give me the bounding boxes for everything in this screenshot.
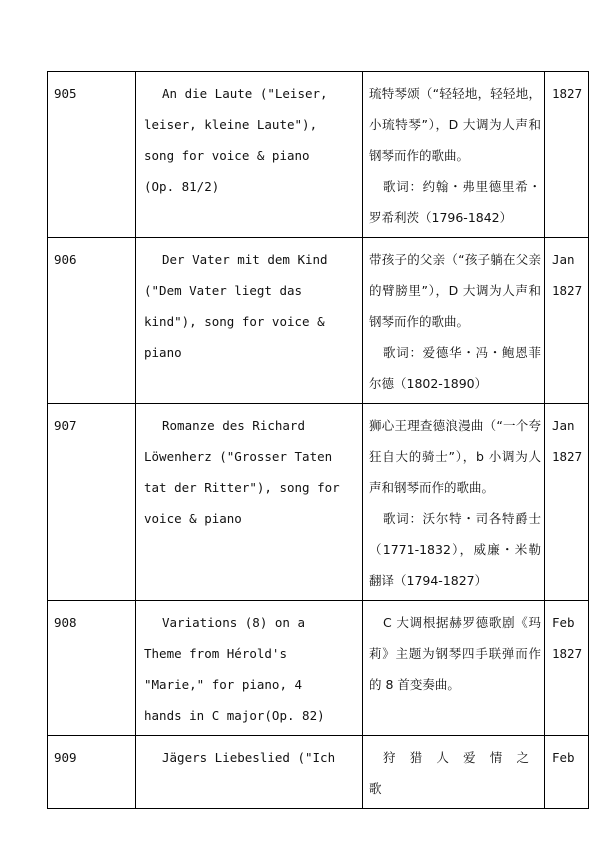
- table-row: [48, 404, 589, 601]
- english-line: tat der Ritter"), song for: [144, 480, 340, 495]
- english-line: "Marie," for piano, 4: [144, 677, 303, 692]
- english-line: An die Laute ("Leiser,: [162, 86, 328, 101]
- chinese-paragraph: 琉特琴颂（“轻轻地，轻轻地，小琉特琴”），D 大调为人声和钢琴而作的歌曲。: [369, 86, 541, 163]
- composition-date: [545, 72, 589, 238]
- chinese-paragraph: 歌词：沃尔特・司各特爵士（1771-1832），威廉・米勒翻译（1794-1827）: [369, 511, 541, 588]
- english-title: [136, 404, 363, 601]
- chinese-description: [363, 404, 545, 601]
- table-row: [48, 736, 589, 809]
- date-line: Feb: [552, 615, 575, 630]
- english-line: Jägers Liebeslied ("Ich: [162, 750, 336, 765]
- chinese-paragraph: 狮心王理查德浪漫曲（“一个夸狂自大的骑士”），b 小调为人声和钢琴而作的歌曲。: [369, 418, 541, 495]
- date-line: 1827: [552, 449, 583, 464]
- english-line: Romanze des Richard: [162, 418, 305, 433]
- english-line: song for voice & piano: [144, 148, 310, 163]
- english-line: piano: [144, 345, 182, 360]
- date-line: 1827: [552, 283, 583, 298]
- catalog-number: 907: [48, 404, 136, 601]
- table-row: [48, 601, 589, 736]
- english-line: ("Dem Vater liegt das: [144, 283, 303, 298]
- english-title: [136, 72, 363, 238]
- catalog-number: 908: [48, 601, 136, 736]
- table-row: [48, 238, 589, 404]
- english-title: [136, 736, 363, 809]
- english-title: [136, 238, 363, 404]
- catalog-number: 905: [48, 72, 136, 238]
- date-line: Jan: [552, 252, 575, 267]
- english-line: Variations (8) on a: [162, 615, 305, 630]
- english-title: [136, 601, 363, 736]
- chinese-paragraph: C 大调根据赫罗德歌剧《玛莉》主题为钢琴四手联弹而作的 8 首变奏曲。: [369, 615, 541, 692]
- english-line: voice & piano: [144, 511, 242, 526]
- english-line: Der Vater mit dem Kind: [162, 252, 328, 267]
- chinese-paragraph: 狩猎人爱情之歌: [369, 750, 541, 796]
- date-line: Jan: [552, 418, 575, 433]
- chinese-description: [363, 736, 545, 809]
- english-line: leiser, kleine Laute"),: [144, 117, 318, 132]
- chinese-paragraph: 歌词：约翰・弗里德里希・罗希利茨（1796-1842）: [369, 179, 541, 225]
- english-line: (Op. 81/2): [144, 179, 220, 194]
- chinese-description: [363, 238, 545, 404]
- date-line: 1827: [552, 86, 583, 101]
- catalog-number: 906: [48, 238, 136, 404]
- catalog-number: 909: [48, 736, 136, 809]
- composition-date: [545, 736, 589, 809]
- chinese-paragraph: 歌词：爱德华・冯・鲍恩菲尔德（1802-1890）: [369, 345, 541, 391]
- chinese-description: [363, 601, 545, 736]
- date-line: Feb: [552, 750, 575, 765]
- chinese-description: [363, 72, 545, 238]
- table-row: [48, 72, 589, 238]
- composition-date: [545, 238, 589, 404]
- composition-date: [545, 601, 589, 736]
- english-line: Theme from Hérold's: [144, 646, 287, 661]
- english-line: hands in C major(Op. 82): [144, 708, 325, 723]
- composition-date: [545, 404, 589, 601]
- catalog-table: [47, 71, 589, 809]
- english-line: Löwenherz ("Grosser Taten: [144, 449, 333, 464]
- chinese-paragraph: 带孩子的父亲（“孩子躺在父亲的臂膀里”），D 大调为人声和钢琴而作的歌曲。: [369, 252, 541, 329]
- date-line: 1827: [552, 646, 583, 661]
- english-line: kind"), song for voice &: [144, 314, 325, 329]
